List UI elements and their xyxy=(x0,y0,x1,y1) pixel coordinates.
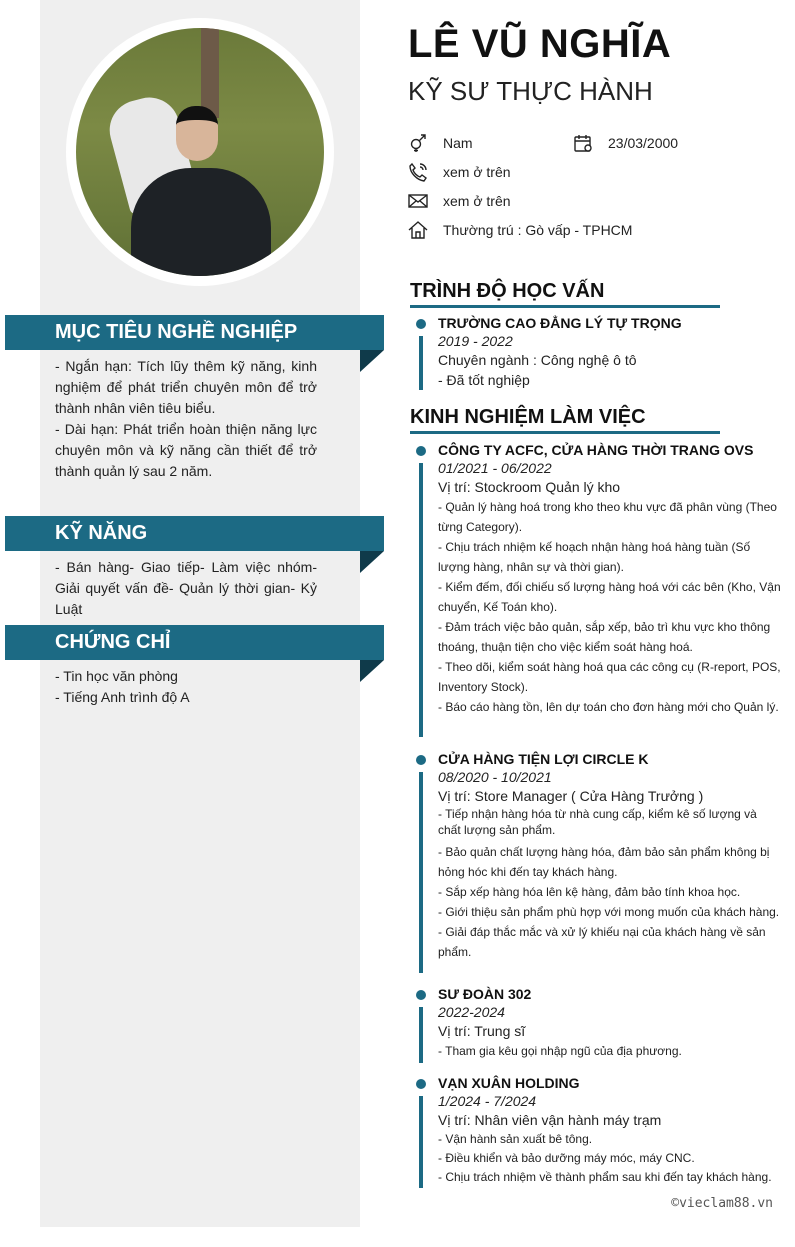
timeline-line xyxy=(419,463,423,737)
contact-birthday: 23/03/2000 xyxy=(573,133,678,153)
objective-heading: MỤC TIÊU NGHỀ NGHIỆP xyxy=(5,315,384,350)
timeline-dot xyxy=(416,1079,426,1089)
objective-short: - Ngắn hạn: Tích lũy thêm kỹ năng, kinh nghiệm để phát triển chuyên môn để trở thành nhân viên tiêu biểu. xyxy=(55,358,317,416)
objective-text xyxy=(55,356,317,482)
timeline-dot xyxy=(416,990,426,1000)
banner-fold xyxy=(360,551,384,573)
timeline-line xyxy=(419,772,423,973)
watermark: ©vieclam88.vn xyxy=(671,1196,773,1211)
banner-fold xyxy=(360,350,384,372)
job-entry: VẠN XUÂN HOLDING 1/2024 - 7/2024 Vị trí: Nhân viên vận hành máy trạm - Vận hành sản xuất bê tông. - Điều khiển và bảo dưỡng máy móc, máy CNC. - Chịu trách nhiệm về thành phẩm sau khi đến tay khách hàng. xyxy=(416,1074,781,1190)
certs-heading: CHỨNG CHỈ xyxy=(5,625,384,660)
job-title: KỸ SƯ THỰC HÀNH xyxy=(408,76,653,106)
job-entry: CỬA HÀNG TIỆN LỢI CIRCLE K 08/2020 - 10/2021 Vị trí: Store Manager ( Cửa Hàng Trưởng ) - Tiếp nhận hàng hóa từ nhà cung cấp, kiểm kê số lượng và chất lượng sản phẩm. - Bảo quản chất lượng hàng hóa, đảm bảo sản phẩm không bị hỏng hóc khi đến tay khách hàng. - Sắp xếp hàng hóa lên kệ hàng, đảm bảo tính khoa học. - Giới thiệu sản phẩm phù hợp với mong muốn của khách hàng. - Giải đáp thắc mắc và xử lý khiếu nại của khách hàng về sản phẩm. xyxy=(416,750,781,975)
contact-address: Thường trú : Gò vấp - TPHCM xyxy=(408,220,632,240)
objective-long: - Dài hạn: Phát triển hoàn thiện năng lực chuyên môn và kỹ năng cần thiết để trở thành quản lý sau 2 năm. xyxy=(55,421,317,479)
profile-photo xyxy=(76,28,324,276)
calendar-icon xyxy=(573,133,593,153)
certs-list xyxy=(55,666,317,708)
contact-gender: Nam xyxy=(408,133,473,153)
timeline-dot xyxy=(416,755,426,765)
avatar xyxy=(66,18,334,286)
timeline-line xyxy=(419,336,423,390)
cert-item: - Tiếng Anh trình độ A xyxy=(55,689,190,705)
candidate-name: LÊ VŨ NGHĨA xyxy=(408,22,672,66)
timeline-line xyxy=(419,1007,423,1063)
cert-item: - Tin học văn phòng xyxy=(55,668,178,684)
timeline-dot xyxy=(416,319,426,329)
envelope-icon xyxy=(408,191,428,211)
phone-icon xyxy=(408,162,428,182)
experience-heading: KINH NGHIỆM LÀM VIỆC xyxy=(410,406,720,434)
job-entry: SƯ ĐOÀN 302 2022-2024 Vị trí: Trung sĩ - Tham gia kêu gọi nhập ngũ của địa phương. xyxy=(416,985,781,1065)
skills-heading: KỸ NĂNG xyxy=(5,516,384,551)
contact-email: xem ở trên xyxy=(408,191,511,211)
contact-phone: xem ở trên xyxy=(408,162,511,182)
home-icon xyxy=(408,220,428,240)
skills-text: - Bán hàng- Giao tiếp- Làm việc nhóm- Giải quyết vấn đề- Quản lý thời gian- Kỷ Luật xyxy=(55,559,317,617)
banner-fold xyxy=(360,660,384,682)
timeline-line xyxy=(419,1096,423,1188)
timeline-dot xyxy=(416,446,426,456)
education-heading: TRÌNH ĐỘ HỌC VẤN xyxy=(410,280,720,308)
job-entry: CÔNG TY ACFC, CỬA HÀNG THỜI TRANG OVS 01/2021 - 06/2022 Vị trí: Stockroom Quản lý kho - Quản lý hàng hoá trong kho theo khu vực đã phân vùng (Theo từng Category). - Chịu trách nhiệm kế hoạch nhận hàng hoá hàng tuần (Số lượng hàng, nhân sự và thời gian). - Kiểm đếm, đối chiếu số lượng hàng hoá với các bên (Kho, Vận chuyển, Kế Toán kho). - Đảm trách việc bảo quản, sắp xếp, bảo trì khu vực kho thông thoáng, thuận tiện cho việc kiểm soát hàng hoá. - Theo dõi, kiểm soát hàng hoá qua các công cụ (R-report, POS, Inventory Stock). - Báo cáo hàng tồn, lên dự toán cho đơn hàng mới cho Quản lý. xyxy=(416,441,781,739)
education-entry: TRƯỜNG CAO ĐẲNG LÝ TỰ TRỌNG 2019 - 2022 Chuyên ngành : Công nghệ ô tô - Đã tốt nghiệp xyxy=(416,314,781,392)
gender-icon xyxy=(408,133,428,153)
